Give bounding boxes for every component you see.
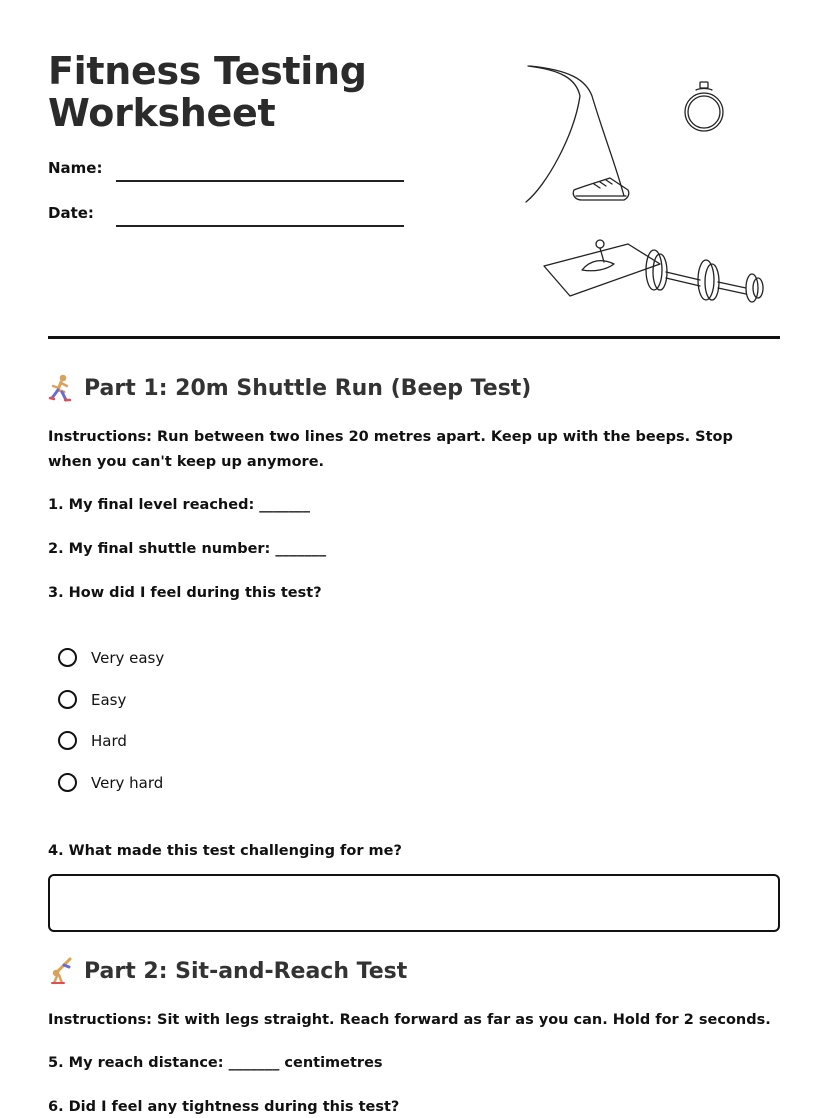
part2-heading bbox=[48, 957, 407, 985]
option-label: Very hard bbox=[91, 773, 164, 792]
part1-heading bbox=[48, 374, 531, 402]
gymnast-icon bbox=[48, 957, 74, 985]
option-very-easy[interactable] bbox=[58, 648, 164, 667]
section-divider bbox=[48, 336, 780, 339]
question-5: 5. My reach distance: _______ centimetres bbox=[48, 1055, 383, 1071]
title-line-2: Worksheet bbox=[48, 91, 276, 135]
option-easy[interactable] bbox=[58, 690, 126, 709]
part2-instructions: Instructions: Sit with legs straight. Reach forward as far as you can. Hold for 2 seconds. bbox=[48, 1012, 771, 1028]
radio-button[interactable] bbox=[58, 648, 77, 667]
part2-heading-text: Part 2: Sit-and-Reach Test bbox=[84, 958, 408, 984]
name-field[interactable] bbox=[48, 159, 102, 177]
question-6: 6. Did I feel any tightness during this test? bbox=[48, 1099, 400, 1115]
worksheet-title bbox=[48, 50, 367, 134]
part1-instructions: Instructions: Run between two lines 20 metres apart. Keep up with the beeps. Stop when you can't keep up anymore. bbox=[48, 429, 733, 470]
dumbbell-icon bbox=[646, 250, 763, 302]
date-line[interactable] bbox=[116, 225, 404, 227]
option-very-hard[interactable] bbox=[58, 773, 163, 792]
exercise-mat-icon bbox=[544, 240, 660, 296]
radio-button[interactable] bbox=[58, 731, 77, 750]
option-label: Very easy bbox=[91, 648, 165, 667]
stopwatch-icon bbox=[685, 82, 723, 131]
runner-icon bbox=[48, 374, 74, 402]
radio-button[interactable] bbox=[58, 773, 77, 792]
name-label: Name: bbox=[48, 159, 103, 177]
name-line[interactable] bbox=[116, 180, 404, 182]
challenge-answer-box[interactable] bbox=[48, 874, 780, 932]
title-line-1: Fitness Testing bbox=[48, 49, 367, 93]
date-field[interactable] bbox=[48, 204, 94, 222]
option-label: Hard bbox=[91, 731, 127, 750]
question-3: 3. How did I feel during this test? bbox=[48, 585, 322, 601]
option-label: Easy bbox=[91, 690, 127, 709]
question-4: 4. What made this test challenging for me? bbox=[48, 843, 402, 859]
fitness-illustration bbox=[520, 56, 780, 312]
date-label: Date: bbox=[48, 204, 94, 222]
question-2: 2. My final shuttle number: _______ bbox=[48, 541, 327, 557]
sneaker-icon bbox=[573, 178, 629, 200]
radio-button[interactable] bbox=[58, 690, 77, 709]
option-hard[interactable] bbox=[58, 731, 127, 750]
question-1: 1. My final level reached: _______ bbox=[48, 497, 311, 513]
part1-heading-text: Part 1: 20m Shuttle Run (Beep Test) bbox=[84, 375, 532, 401]
